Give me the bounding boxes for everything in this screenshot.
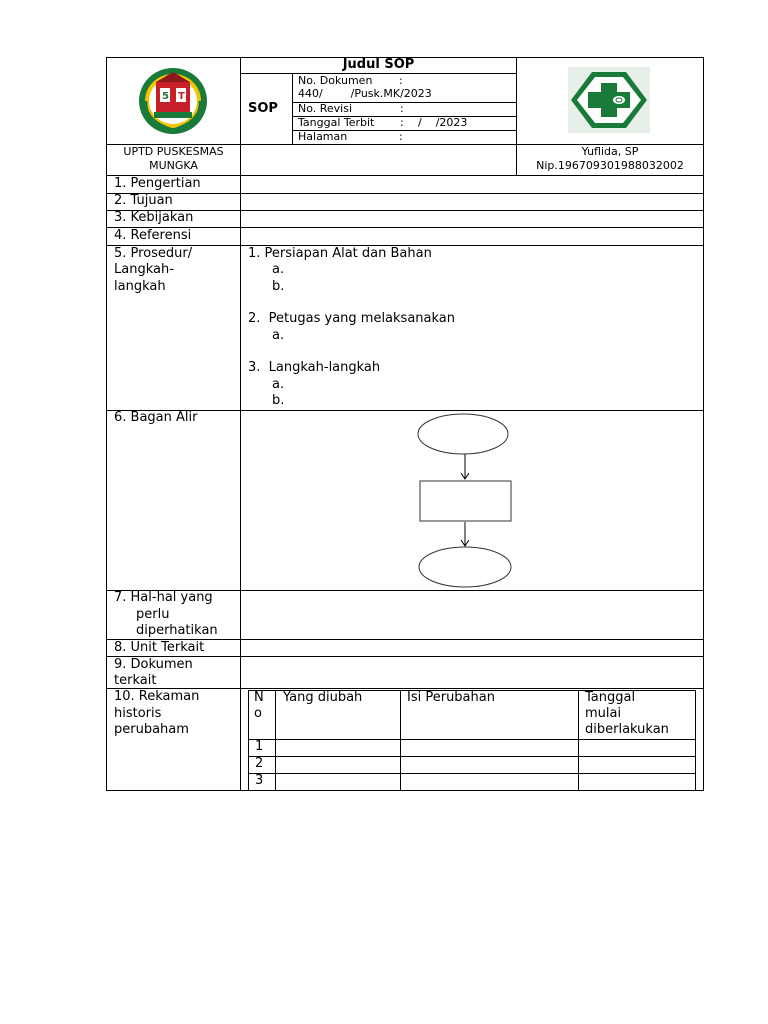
section-hal-hal-line3: diperhatikan [136,623,218,638]
history-header-no: N o [254,690,264,721]
history-header-tanggal: Tanggal mulai diberlakukan [585,690,669,737]
prosedur-step-2: 2. Petugas yang melaksanakan [248,311,456,326]
meta-value-tanggal-terbit: / /2023 [418,116,468,129]
section-prosedur: 5. Prosedur/ [114,246,193,261]
meta-sep-halaman: : [399,130,403,143]
signer-name: Yuflida, SP [581,145,639,158]
prosedur-step-1: 1. Persiapan Alat dan Bahan [248,246,432,261]
history-header-yang-diubah: Yang diubah [283,690,363,705]
prosedur-step-1-item-a: a. [272,262,285,277]
puskesmas-logo-icon [568,67,650,133]
section-tujuan: 2. Tujuan [114,193,173,208]
prosedur-step-2-item-a: a. [272,328,285,343]
meta-label-halaman: Halaman [298,130,348,143]
meta-sep-no-revisi: : [400,102,404,115]
meta-label-no-dokumen: No. Dokumen [298,74,373,87]
document-title: Judul SOP [342,57,415,72]
prosedur-step-3-item-a: a. [272,377,285,392]
history-header-isi-perubahan: Isi Perubahan [407,690,495,705]
sop-label: SOP [248,101,278,116]
section-kebijakan: 3. Kebijakan [114,210,194,225]
flowchart-process-box [420,481,511,521]
history-row-no: 1 [255,739,264,754]
meta-label-tanggal-terbit: Tanggal Terbit [298,116,375,129]
org-name-line2: MUNGKA [149,159,198,172]
section-unit-terkait: 8. Unit Terkait [114,640,205,655]
meta-value-no-dokumen: 440/ /Pusk.MK/2023 [298,87,432,100]
svg-text:5: 5 [162,91,169,102]
section-rekaman-line3: perubaham [114,722,189,737]
svg-text:T: T [178,91,185,102]
section-prosedur-line3: langkah [114,279,166,294]
section-bagan-alir: 6. Bagan Alir [114,410,198,425]
section-hal-hal: 7. Hal-hal yang [114,590,213,605]
meta-sep-no-dokumen: : [399,74,403,87]
meta-sep-tanggal-terbit: : [400,116,404,129]
section-rekaman-line2: historis [114,706,162,721]
history-row-no: 2 [255,756,264,771]
section-hal-hal-line2: perlu [136,607,170,622]
prosedur-step-1-item-b: b. [272,279,285,294]
prosedur-step-3: 3. Langkah-langkah [248,360,381,375]
section-rekaman: 10. Rekaman [114,689,200,704]
flowchart-start-terminator [418,414,508,454]
meta-label-no-revisi: No. Revisi [298,102,353,115]
signer-nip: Nip.196709301988032002 [536,159,684,172]
section-referensi: 4. Referensi [114,228,192,243]
section-dokumen-terkait: 9. Dokumen [114,657,193,672]
prosedur-step-3-item-b: b. [272,393,285,408]
section-dokumen-terkait-line2: terkait [114,673,157,688]
section-prosedur-line2: Langkah- [114,262,174,277]
flowchart-end-terminator [419,547,511,587]
flowchart [410,412,520,590]
history-row-no: 3 [255,773,264,788]
regency-logo-icon [136,66,210,136]
org-name-line1: UPTD PUSKESMAS [123,145,224,158]
section-pengertian: 1. Pengertian [114,176,201,191]
